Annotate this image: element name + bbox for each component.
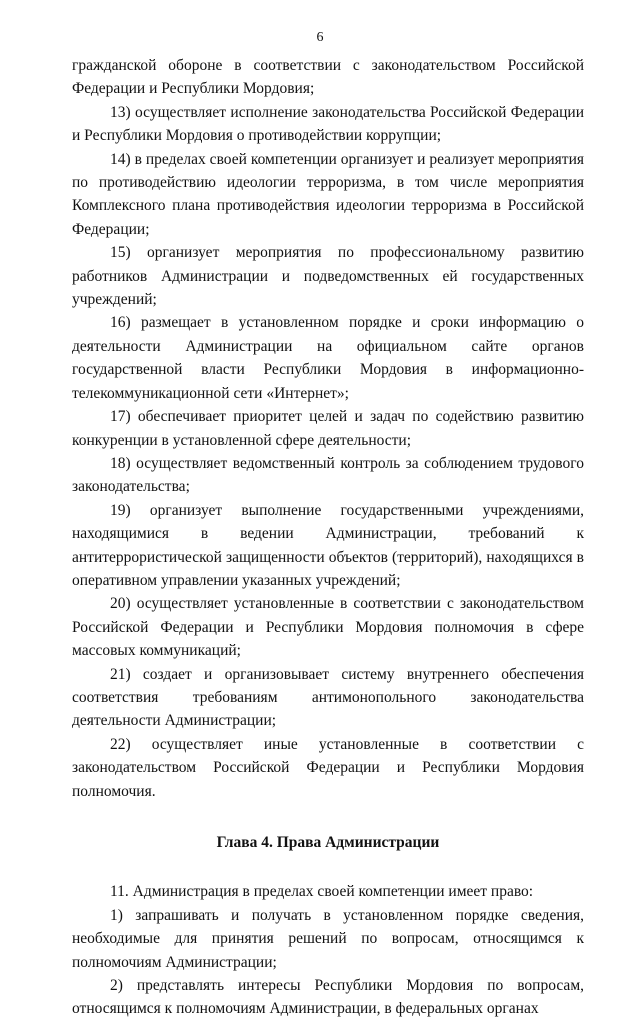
paragraph-right-1: 1) запрашивать и получать в установленном порядке сведения, необходимые для принятия решений по вопросам, относящимся к полномочиям Администрации;: [72, 906, 584, 971]
paragraph-item-18: 18) осуществляет ведомственный контроль за соблюдением трудового законодательства;: [72, 454, 584, 496]
paragraph-item-19: 19) организует выполнение государственными учреждениями, находящимися в ведении Администрации, требований к антитеррористической защищенности объектов (территорий), находящихся в оперативном управлении указанных учреждений;: [72, 501, 584, 589]
paragraph-item-13: 13) осуществляет исполнение законодательства Российской Федерации и Республики Мордовия о противодействии коррупции;: [72, 103, 584, 145]
page-number: 6: [316, 30, 324, 45]
paragraph-item-16: 16) размещает в установленном порядке и сроки информацию о деятельности Администрации на официальном сайте органов государственной власти Республики Мордовия в информационно-телекоммуникационной сети «Интернет»;: [72, 314, 584, 402]
chapter-heading: Глава 4. Права Администрации: [216, 834, 440, 851]
paragraph-item-22: 22) осуществляет иные установленные в соответствии с законодательством Российской Федерации и Республики Мордовия полномочия.: [72, 735, 584, 800]
paragraph-right-2: 2) представлять интересы Республики Мордовия по вопросам, относящимся к полномочиям Администрации, в федеральных органах: [72, 977, 584, 1018]
paragraph-civil-defense-continuation: гражданской обороне в соответствии с законодательством Российской Федерации и Республики Мордовия;: [72, 57, 584, 98]
paragraph-item-21: 21) создает и организовывает систему внутреннего обеспечения соответствия требованиям антимонопольного законодательства деятельности Администрации;: [72, 665, 584, 730]
paragraph-item-17: 17) обеспечивает приоритет целей и задач по содействию развитию конкуренции в установленной сфере деятельности;: [72, 408, 584, 449]
document-body: [72, 54, 584, 1021]
paragraph-section-11: 11. Администрация в пределах своей компетенции имеет право:: [110, 883, 534, 901]
paragraph-item-14: 14) в пределах своей компетенции организует и реализует мероприятия по противодействию идеологии терроризма, в том числе мероприятия Комплексного плана противодействия идеологии терроризма в Российской Федерации;: [72, 150, 584, 238]
paragraph-item-20: 20) осуществляет установленные в соответствии с законодательством Российской Федерации и Республики Мордовия полномочия в сфере массовых коммуникаций;: [72, 595, 584, 660]
paragraph-item-15: 15) организует мероприятия по профессиональному развитию работников Администрации и подведомственных ей государственных учреждений;: [72, 244, 584, 309]
